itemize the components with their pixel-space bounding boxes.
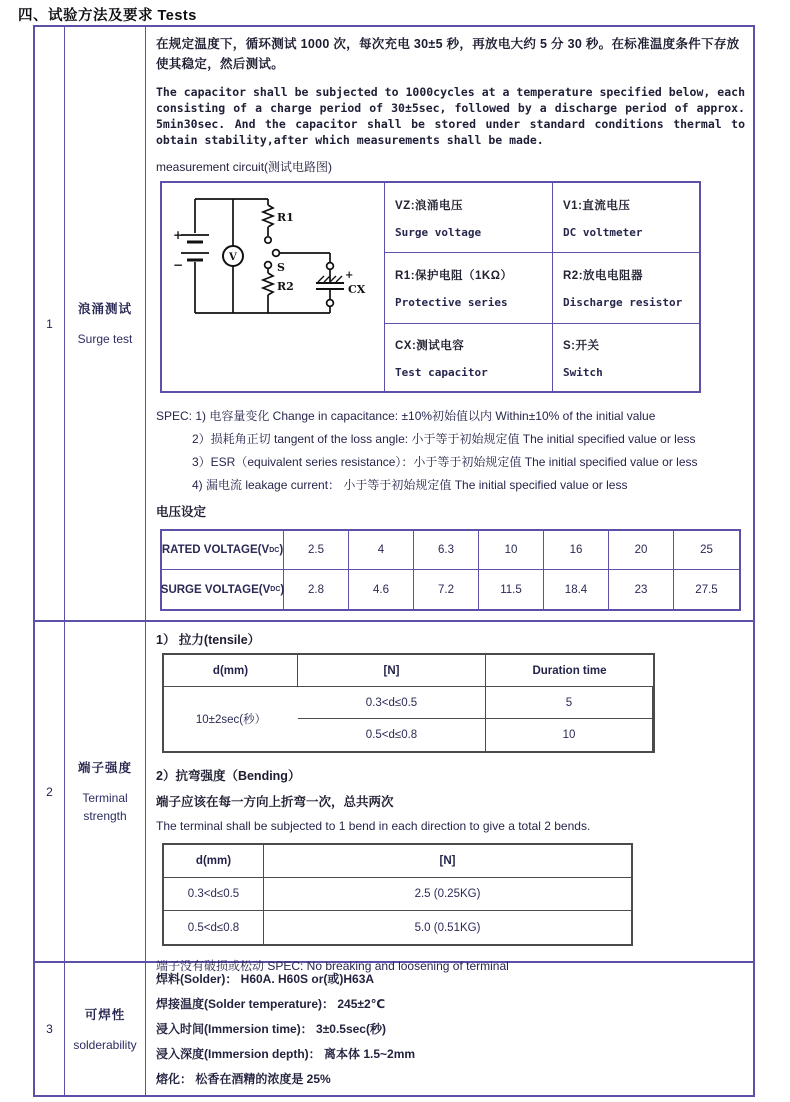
legend-cell: [553, 253, 699, 324]
circuit-legend-table: [160, 181, 701, 393]
row-number: 3: [35, 963, 65, 1095]
bending-note-zh: 端子应该在每一方向上折弯一次，总共两次: [156, 795, 394, 809]
legend-cell: [553, 324, 699, 391]
test-name-solder: [65, 963, 146, 1095]
switch-icon: [264, 250, 329, 269]
test-name-en: Terminal strength: [82, 791, 128, 823]
surge-voltage-value: 2.8: [284, 570, 349, 609]
voltage-setting-label: 电压设定: [156, 505, 207, 519]
rated-voltage-value: 25: [674, 531, 739, 570]
spec-block: [156, 405, 745, 497]
circuit-diagram: [165, 185, 382, 389]
bending-note-en: The terminal shall be subjected to 1 bend in each direction to give a total 2 bends.: [156, 819, 591, 833]
surge-voltage-value: 7.2: [414, 570, 479, 609]
tensile-header: d(mm): [164, 655, 298, 687]
surge-voltage-value: 4.6: [349, 570, 414, 609]
row-number: 1: [35, 27, 65, 622]
legend-en: Switch: [563, 365, 603, 379]
legend-en: Discharge resistor: [563, 296, 683, 309]
legend-zh: R2:放电电阻器: [563, 270, 644, 282]
tensile-cell: 0.3<d≤0.5: [298, 687, 486, 719]
legend-zh: V1:直流电压: [563, 199, 631, 212]
rated-voltage-value: 2.5: [284, 531, 349, 570]
tensile-header: Duration time: [486, 655, 653, 687]
surge-voltage-value: 18.4: [544, 570, 609, 609]
rated-voltage-value: 20: [609, 531, 674, 570]
tensile-cell: 10: [486, 719, 653, 751]
switch-label: S: [276, 261, 285, 274]
spec-table: [33, 25, 755, 1097]
bending-table: [162, 843, 633, 946]
tensile-heading: 1） 拉力(tensile）: [156, 633, 261, 647]
legend-cell: [385, 324, 553, 391]
surge-test-content: [146, 27, 753, 622]
solder-line: 熔化： 松香在酒精的浓度是 25%: [156, 1072, 331, 1086]
resistor-r1-icon: [263, 199, 273, 243]
spec-line: 4) 漏电流 leakage current： 小于等于初始规定值 The initial specified value or less: [192, 478, 628, 492]
resistor-r2-icon: [263, 268, 273, 313]
spec-line: SPEC: 1) 电容量变化 Change in capacitance: ±10%初始值以内 Within±10% of the initial value: [156, 409, 656, 423]
legend-en: Test capacitor: [395, 365, 488, 379]
surge-voltage-value: 27.5: [695, 583, 718, 596]
r1-label: R1: [276, 211, 294, 224]
solder-line: 浸入时间(Immersion time)： 3±0.5sec(秒): [156, 1022, 386, 1036]
test-name-surge: [65, 27, 146, 622]
tensile-table: [162, 653, 655, 753]
rated-voltage-label: RATED VOLTAGE(V DC ): [162, 531, 284, 570]
spec-line: 2）损耗角正切 tangent of the loss angle: 小于等于初始规定值 The initial specified value or less: [192, 432, 696, 446]
test-name-en: solderability: [73, 1037, 137, 1052]
legend-zh: CX:测试电容: [395, 339, 465, 352]
legend-cell: [385, 183, 553, 253]
legend-zh: S:开关: [563, 339, 600, 352]
test-name-en: Surge test: [77, 332, 133, 346]
surge-voltage-value: 11.5: [479, 570, 544, 609]
bending-heading: 2）抗弯强度（Bending）: [156, 769, 301, 783]
cap-label: CX: [347, 283, 365, 296]
row-number: 2: [35, 622, 65, 963]
rated-voltage-value: 6.3: [414, 531, 479, 570]
page-title: 四、试验方法及要求 Tests: [18, 8, 197, 24]
test-name-zh: 浪涌测试: [77, 302, 132, 316]
solder-line: 浸入深度(Immersion depth)： 离本体 1.5~2mm: [156, 1047, 416, 1061]
bending-header: [N]: [264, 845, 631, 878]
legend-en: DC voltmeter: [563, 225, 643, 239]
cap-plus-label: +: [344, 270, 353, 281]
bending-header: d(mm): [164, 845, 264, 878]
tensile-header: [N]: [298, 655, 486, 687]
tensile-duration-cell: 10±2sec(秒）: [195, 714, 267, 726]
surge-description-en: The capacitor shall be subjected to 1000cycles at a temperature specified below, each consisting of a charge period of 30±5sec, followed by a discharge period of approx. 5min30sec. And the capacitor shall be stored under standard conditions thermal to obtain stability,after which measurements shall be made.: [156, 85, 745, 147]
surge-description-zh: 在规定温度下，循环测试 1000 次，每次充电 30±5 秒，再放电大约 5 分 30 秒。在标准温度条件下存放使其稳定，然后测试。: [156, 37, 740, 71]
test-name-terminal: [65, 622, 146, 963]
rated-voltage-value: 16: [544, 531, 609, 570]
battery-minus-label: −: [172, 258, 183, 272]
circuit-diagram-cell: [162, 183, 385, 391]
tensile-cell: 5: [486, 687, 653, 719]
tensile-cell: 0.5<d≤0.8: [298, 719, 486, 751]
solder-line: 焊接温度(Solder temperature)： 245±2℃: [156, 997, 386, 1011]
voltage-table: [160, 529, 741, 611]
solder-line: 焊料(Solder)： H60A. H60S or(或)H63A: [156, 972, 375, 986]
terminal-spec: 端子没有破损或松动 SPEC: No breaking and loosening of terminal: [156, 959, 509, 973]
rated-voltage-value: 10: [479, 531, 544, 570]
rated-voltage-value: 4: [349, 531, 414, 570]
spec-line: 3）ESR（equivalent series resistance）：小于等于初始规定值 The initial specified value or less: [192, 455, 698, 469]
battery-icon: [181, 199, 209, 313]
bending-cell: 5.0 (0.51KG): [414, 921, 481, 934]
surge-voltage-value: 23: [609, 570, 674, 609]
circuit-caption: measurement circuit(测试电路图): [156, 160, 333, 174]
terminal-strength-content: [146, 622, 753, 973]
r2-label: R2: [276, 280, 294, 293]
voltmeter-label: V: [228, 252, 237, 263]
test-name-zh: 可焊性: [84, 1007, 126, 1022]
test-name-zh: 端子强度: [77, 761, 132, 775]
legend-zh: VZ:浪涌电压: [395, 199, 464, 212]
capacitor-icon: [316, 253, 344, 313]
battery-plus-label: +: [172, 228, 183, 242]
legend-zh: R1:保护电阻（1KΩ）: [395, 270, 513, 282]
legend-cell: [385, 253, 553, 324]
legend-en: Surge voltage: [395, 225, 482, 239]
legend-en: Protective series: [395, 296, 508, 309]
legend-cell: [553, 183, 699, 253]
solderability-content: [146, 963, 753, 1095]
surge-voltage-label: SURGE VOLTAGE(V DC ): [162, 570, 284, 609]
bending-cell: 0.3<d≤0.5: [164, 878, 264, 911]
bending-cell: 0.5<d≤0.8: [164, 911, 264, 944]
bending-cell: 2.5 (0.25KG): [264, 878, 631, 911]
